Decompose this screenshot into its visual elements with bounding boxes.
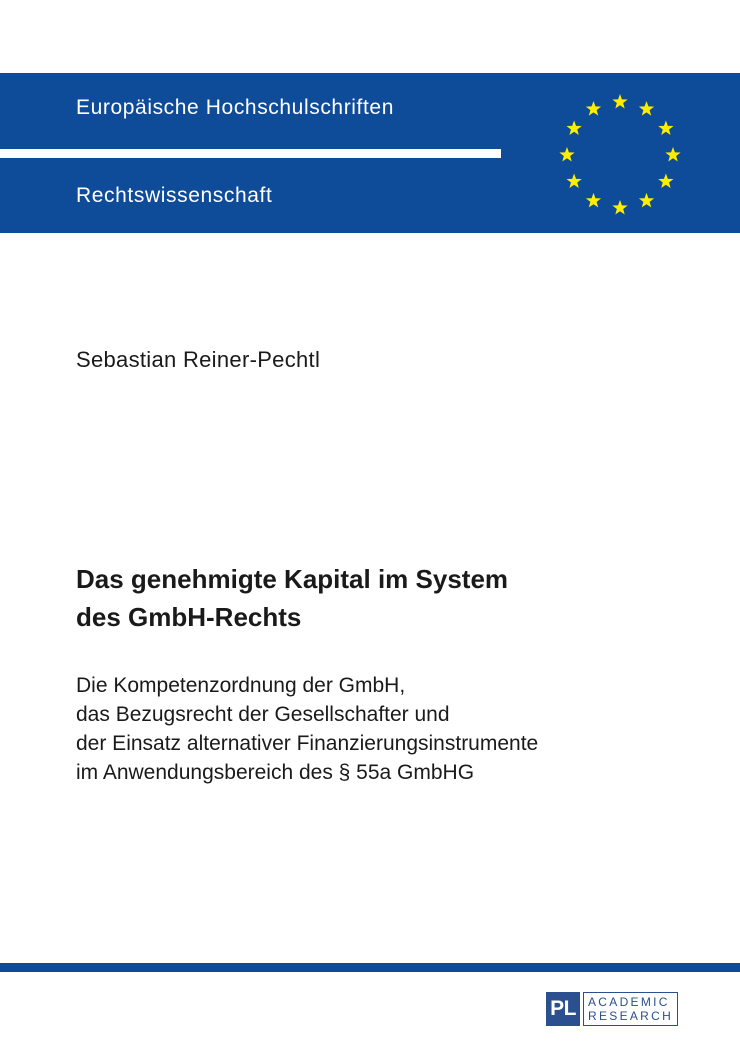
star-icon bbox=[658, 174, 673, 188]
series-divider bbox=[0, 149, 501, 158]
star-icon bbox=[612, 200, 627, 214]
book-subtitle-line: im Anwendungsbereich des § 55a GmbHG bbox=[76, 761, 475, 784]
series-title: Europäische Hochschulschriften bbox=[76, 96, 394, 119]
book-subtitle-line: Die Kompetenzordnung der GmbH, bbox=[76, 674, 406, 697]
star-icon bbox=[586, 193, 601, 207]
book-title-line: Das genehmigte Kapital im System bbox=[76, 564, 509, 594]
book-subtitle-line: der Einsatz alternativer Finanzierungsinstrumente bbox=[76, 732, 539, 755]
publisher-logo-line: ACADEMIC bbox=[588, 995, 670, 1009]
star-icon bbox=[559, 147, 574, 161]
publisher-logo bbox=[546, 992, 678, 1026]
star-icon bbox=[658, 121, 673, 135]
series-subtitle: Rechtswissenschaft bbox=[76, 184, 273, 207]
book-title-line: des GmbH-Rechts bbox=[76, 602, 302, 632]
publisher-logo-text bbox=[583, 992, 678, 1026]
star-icon bbox=[586, 101, 601, 115]
eu-stars-icon bbox=[554, 90, 686, 220]
star-icon bbox=[665, 147, 680, 161]
footer-divider bbox=[0, 963, 740, 972]
star-icon bbox=[612, 94, 627, 108]
star-icon bbox=[639, 193, 654, 207]
star-icon bbox=[639, 101, 654, 115]
book-subtitle bbox=[76, 671, 716, 787]
publisher-logo-mark: PL bbox=[546, 992, 580, 1026]
star-icon bbox=[566, 174, 581, 188]
publisher-logo-line: RESEARCH bbox=[588, 1009, 674, 1023]
book-title bbox=[76, 560, 696, 636]
star-icon bbox=[566, 121, 581, 135]
author-name: Sebastian Reiner-Pechtl bbox=[76, 347, 321, 372]
book-subtitle-line: das Bezugsrecht der Gesellschafter und bbox=[76, 703, 450, 726]
